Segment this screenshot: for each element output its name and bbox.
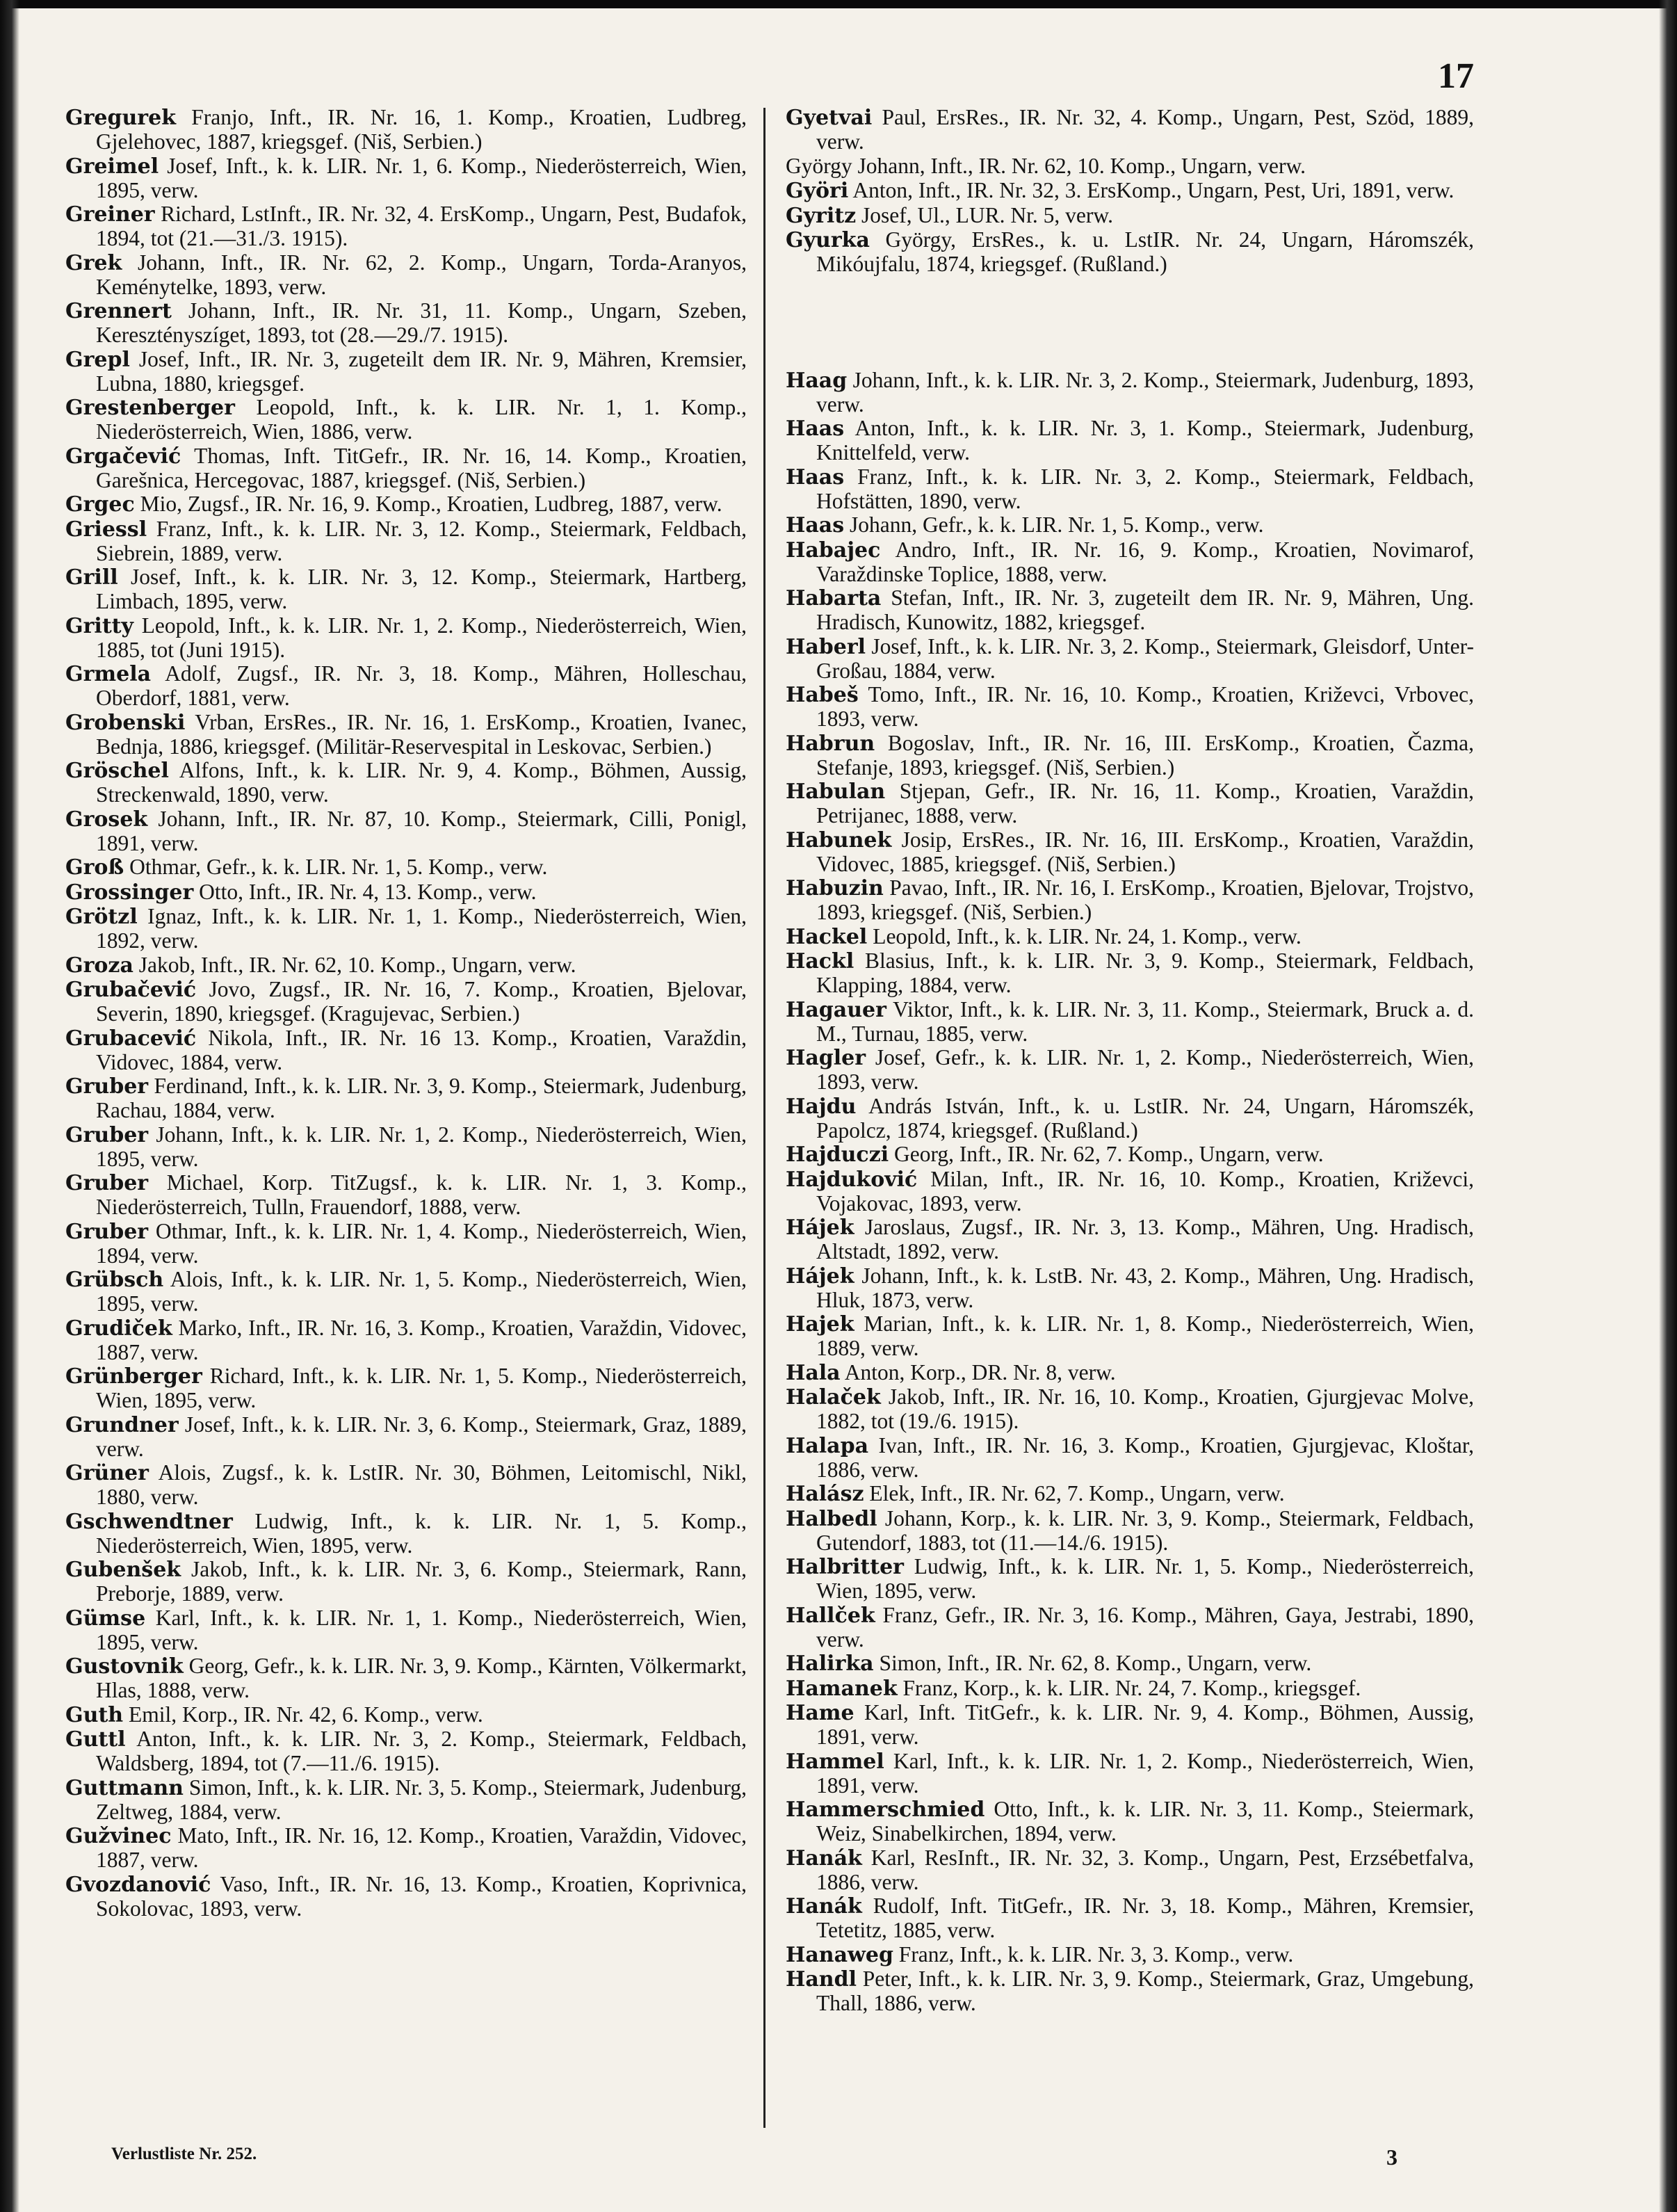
entry-surname: Gümse xyxy=(65,1606,146,1631)
entry-details: Josef, Inft., IR. Nr. 3, zugeteilt dem IR. Nr. 9, Mähren, Kremsier, Lubna, 1880, kriegsgef. xyxy=(96,346,747,396)
list-entry xyxy=(65,251,747,299)
entry-details: Josip, ErsRes., IR. Nr. 16, III. ErsKomp., Kroatien, Varaždin, Vidovec, 1885, kriegsgef. (Niš, Serbien.) xyxy=(816,827,1474,876)
list-entry xyxy=(65,1026,747,1074)
entry-surname: Hallček xyxy=(786,1603,875,1628)
entry-details: Johann, Inft., IR. Nr. 31, 11. Komp., Ungarn, Szeben, Keresztényszíget, 1893, tot (28.—29./7. 1915). xyxy=(96,298,747,347)
entry-surname: Hajduczi xyxy=(786,1143,889,1167)
entry-details: Richard, LstInft., IR. Nr. 32, 4. ErsKomp., Ungarn, Pest, Budafok, 1894, tot (21.—31./3. 1915). xyxy=(96,202,747,250)
page-number: 17 xyxy=(1438,56,1474,96)
entry-surname: Gruber xyxy=(65,1122,149,1147)
entry-surname: Gyetvai xyxy=(786,106,873,130)
entry-details: Vrban, ErsRes., IR. Nr. 16, 1. ErsKomp., Kroatien, Ivanec, Bednja, 1886, kriegsgef. (Militär-Reservespital in Leskovac, Serbien.) xyxy=(96,709,747,759)
entry-surname: Grubacević xyxy=(65,1026,197,1051)
entry-details: Jaroslaus, Zugsf., IR. Nr. 3, 13. Komp., Mähren, Ung. Hradisch, Altstadt, 1892, verw. xyxy=(816,1215,1474,1264)
entry-details: Blasius, Inft., k. k. LIR. Nr. 3, 9. Komp., Steiermark, Feldbach, Klapping, 1884, verw. xyxy=(816,948,1474,997)
entry-details: Ferdinand, Inft., k. k. LIR. Nr. 3, 9. Komp., Steiermark, Judenburg, Rachau, 1884, verw. xyxy=(96,1074,747,1122)
list-entry xyxy=(786,1701,1474,1749)
list-entry xyxy=(65,1171,747,1219)
entry-details: Viktor, Inft., k. k. LIR. Nr. 3, 11. Komp., Steiermark, Bruck a. d. M., Turnau, 1885, verw. xyxy=(816,996,1474,1046)
left-column xyxy=(65,106,747,1921)
list-entry xyxy=(65,1703,747,1727)
entry-surname: Hanák xyxy=(786,1894,862,1919)
list-entry xyxy=(786,683,1474,731)
entry-details: Ignaz, Inft., k. k. LIR. Nr. 1, 1. Komp., Niederösterreich, Wien, 1892, verw. xyxy=(96,904,747,953)
entry-surname: Gröschel xyxy=(65,759,169,783)
entry-details: Josef, Inft., k. k. LIR. Nr. 1, 6. Komp., Niederösterreich, Wien, 1895, verw. xyxy=(96,153,747,202)
entry-surname: Hagler xyxy=(786,1046,866,1070)
list-entry xyxy=(65,1727,747,1775)
list-entry xyxy=(786,1798,1474,1846)
list-entry xyxy=(65,492,747,517)
entry-surname: Gustovnik xyxy=(65,1654,184,1679)
entry-surname: Hame xyxy=(786,1701,854,1725)
entry-details: György Johann, Inft., IR. Nr. 62, 10. Komp., Ungarn, verw. xyxy=(786,153,1306,178)
entry-details: Anton, Inft., k. k. LIR. Nr. 3, 1. Komp., Steiermark, Judenburg, Knittelfeld, verw. xyxy=(816,416,1474,465)
list-entry xyxy=(65,1606,747,1654)
entry-details: Jovo, Zugsf., IR. Nr. 16, 7. Komp., Kroatien, Bjelovar, Severin, 1890, kriegsgef. (Kragujevac, Serbien.) xyxy=(96,977,747,1026)
entry-details: Othmar, Gefr., k. k. LIR. Nr. 1, 5. Komp., verw. xyxy=(124,855,548,879)
entry-surname: Grek xyxy=(65,250,122,275)
list-entry xyxy=(786,1046,1474,1094)
list-entry xyxy=(786,1894,1474,1942)
list-entry xyxy=(65,1776,747,1824)
entry-details: Stefan, Inft., IR. Nr. 3, zugeteilt dem IR. Nr. 9, Mähren, Ung. Hradisch, Kunowitz, 1882, kriegsgef. xyxy=(816,586,1474,634)
list-entry xyxy=(786,732,1474,780)
entry-surname: Grötzl xyxy=(65,905,138,929)
list-entry xyxy=(65,517,747,565)
entry-details: Anton, Inft., IR. Nr. 32, 3. ErsKomp., Ungarn, Pest, Uri, 1891, verw. xyxy=(848,178,1455,202)
entry-surname: Grmela xyxy=(65,662,152,686)
entry-surname: Hackl xyxy=(786,949,854,974)
list-entry xyxy=(786,1264,1474,1312)
right-column-h-entries xyxy=(786,369,1474,2016)
list-entry xyxy=(786,1216,1474,1264)
right-column xyxy=(786,106,1474,2016)
list-entry xyxy=(65,1220,747,1268)
entry-surname: Hanaweg xyxy=(786,1942,893,1967)
entry-details: Mio, Zugsf., IR. Nr. 16, 9. Komp., Kroatien, Ludbreg, 1887, verw. xyxy=(134,492,722,516)
entry-details: Josef, Inft., k. k. LIR. Nr. 3, 12. Komp., Steiermark, Hartberg, Limbach, 1895, verw. xyxy=(96,565,747,613)
entry-details: Leopold, Inft., k. k. LIR. Nr. 24, 1. Komp., verw. xyxy=(867,923,1302,948)
entry-surname: Habuzin xyxy=(786,876,884,901)
entry-details: Andro, Inft., IR. Nr. 16, 9. Komp., Kroatien, Novimarof, Varaždinske Toplice, 1888, verw. xyxy=(816,537,1474,586)
list-entry xyxy=(786,1385,1474,1433)
entry-details: Alfons, Inft., k. k. LIR. Nr. 9, 4. Komp., Böhmen, Aussig, Streckenwald, 1890, verw. xyxy=(96,758,747,807)
entry-surname: Gregurek xyxy=(65,106,176,130)
entry-surname: Grennert xyxy=(65,299,172,323)
entry-details: Karl, Inft., k. k. LIR. Nr. 1, 2. Komp., Niederösterreich, Wien, 1891, verw. xyxy=(816,1748,1474,1798)
entry-surname: Grübsch xyxy=(65,1268,164,1292)
entry-details: Johann, Inft., IR. Nr. 87, 10. Komp., Steiermark, Cilli, Ponigl, 1891, verw. xyxy=(96,806,747,855)
footer-sheet-number: 3 xyxy=(1386,2145,1398,2170)
entry-details: Alois, Inft., k. k. LIR. Nr. 1, 5. Komp., Niederösterreich, Wien, 1895, verw. xyxy=(96,1267,747,1316)
entry-surname: Habunek xyxy=(786,828,892,853)
entry-details: Josef, Gefr., k. k. LIR. Nr. 1, 2. Komp., Niederösterreich, Wien, 1893, verw. xyxy=(816,1045,1474,1094)
entry-surname: Grill xyxy=(65,565,118,590)
list-entry xyxy=(65,1123,747,1171)
list-entry xyxy=(65,154,747,202)
list-entry xyxy=(65,1510,747,1558)
entry-details: Tomo, Inft., IR. Nr. 16, 10. Komp., Kroatien, Križevci, Vrbovec, 1893, verw. xyxy=(816,682,1474,731)
entry-surname: Grüner xyxy=(65,1461,149,1485)
list-entry xyxy=(65,614,747,662)
list-entry xyxy=(786,1361,1474,1385)
entry-surname: Hájek xyxy=(786,1216,854,1240)
entry-details: Franz, Inft., k. k. LIR. Nr. 3, 2. Komp., Steiermark, Feldbach, Hofstätten, 1890, verw. xyxy=(816,464,1474,513)
entry-surname: Gruber xyxy=(65,1171,149,1195)
list-entry xyxy=(786,1604,1474,1652)
entry-details: Jakob, Inft., k. k. LIR. Nr. 3, 6. Komp., Steiermark, Rann, Preborje, 1889, verw. xyxy=(96,1557,747,1606)
entry-surname: Gubenšek xyxy=(65,1558,181,1582)
list-entry xyxy=(786,1677,1474,1701)
entry-details: Georg, Gefr., k. k. LIR. Nr. 3, 9. Komp., Kärnten, Völkermarkt, Hlas, 1888, verw. xyxy=(96,1654,747,1702)
entry-details: Marko, Inft., IR. Nr. 16, 3. Komp., Kroatien, Varaždin, Vidovec, 1887, verw. xyxy=(96,1315,747,1364)
list-entry xyxy=(65,299,747,347)
entry-details: Alois, Zugsf., k. k. LstIR. Nr. 30, Böhmen, Leitomischl, Nikl, 1880, verw. xyxy=(96,1460,747,1509)
footer-list-number: Verlustliste Nr. 252. xyxy=(111,2145,257,2163)
entry-surname: Gyritz xyxy=(786,203,857,228)
entry-surname: Grünberger xyxy=(65,1364,202,1389)
entry-details: Ludwig, Inft., k. k. LIR. Nr. 1, 5. Komp., Niederösterreich, Wien, 1895, verw. xyxy=(816,1554,1474,1603)
list-entry xyxy=(786,1943,1474,1967)
entry-surname: Haberl xyxy=(786,634,866,659)
list-entry xyxy=(786,228,1474,276)
entry-details: Simon, Inft., k. k. LIR. Nr. 3, 5. Komp., Steiermark, Judenburg, Zeltweg, 1884, verw. xyxy=(96,1775,747,1824)
entry-details: Franz, Gefr., IR. Nr. 3, 16. Komp., Mähren, Gaya, Jestrabi, 1890, verw. xyxy=(816,1602,1474,1652)
list-entry xyxy=(786,1312,1474,1360)
list-entry xyxy=(65,565,747,613)
entry-surname: Grosek xyxy=(65,807,148,832)
list-entry xyxy=(786,179,1474,203)
entry-surname: Halbedl xyxy=(786,1506,877,1531)
scan-edge-right xyxy=(1659,0,1677,2212)
list-entry xyxy=(65,1873,747,1921)
entry-surname: Haas xyxy=(786,465,845,490)
list-entry xyxy=(786,538,1474,586)
entry-details: Karl, Inft., k. k. LIR. Nr. 1, 1. Komp., Niederösterreich, Wien, 1895, verw. xyxy=(96,1605,747,1654)
list-entry xyxy=(65,1824,747,1872)
list-entry xyxy=(65,978,747,1026)
list-entry xyxy=(786,925,1474,949)
entry-details: Johann, Inft., IR. Nr. 62, 2. Komp., Ungarn, Torda-Aranyos, Keménytelke, 1893, verw. xyxy=(96,250,747,299)
list-entry xyxy=(65,1558,747,1606)
list-entry xyxy=(786,1434,1474,1482)
list-entry xyxy=(786,828,1474,876)
entry-surname: Gruber xyxy=(65,1074,149,1099)
entry-surname: Griessl xyxy=(65,517,147,542)
entry-details: Franz, Inft., k. k. LIR. Nr. 3, 3. Komp., verw. xyxy=(893,1941,1294,1967)
list-entry xyxy=(786,1750,1474,1798)
entry-surname: Haag xyxy=(786,368,848,393)
scan-edge-left xyxy=(0,0,19,2212)
list-entry xyxy=(65,905,747,953)
list-entry xyxy=(65,807,747,855)
entry-details: Johann, Inft., k. k. LIR. Nr. 1, 2. Komp., Niederösterreich, Wien, 1895, verw. xyxy=(96,1122,747,1171)
list-entry xyxy=(65,396,747,444)
entry-surname: Gužvinec xyxy=(65,1824,172,1848)
entry-surname: Gyurka xyxy=(786,228,870,252)
list-entry xyxy=(786,1482,1474,1506)
list-entry xyxy=(65,1461,747,1509)
list-entry xyxy=(65,202,747,250)
entry-surname: Handl xyxy=(786,1967,857,1992)
entry-surname: Hajdu xyxy=(786,1094,857,1119)
entry-details: Leopold, Inft., k. k. LIR. Nr. 1, 2. Komp., Niederösterreich, Wien, 1885, tot (Juni 1915). xyxy=(96,613,747,662)
entry-surname: Guth xyxy=(65,1702,124,1727)
entry-details: Jakob, Inft., IR. Nr. 62, 10. Komp., Ungarn, verw. xyxy=(133,952,576,977)
entry-surname: Grudiček xyxy=(65,1316,172,1341)
right-column-g-entries xyxy=(786,106,1474,276)
entry-details: Adolf, Zugsf., IR. Nr. 3, 18. Komp., Mähren, Holleschau, Oberdorf, 1881, verw. xyxy=(96,661,747,710)
entry-surname: Gvozdanović xyxy=(65,1872,211,1897)
entry-details: Richard, Inft., k. k. LIR. Nr. 1, 5. Komp., Niederösterreich, Wien, 1895, verw. xyxy=(96,1364,747,1412)
list-entry xyxy=(65,1654,747,1702)
entry-surname: Greimel xyxy=(65,154,159,179)
entry-surname: Györi xyxy=(786,179,849,203)
entry-details: Bogoslav, Inft., IR. Nr. 16, III. ErsKomp., Kroatien, Čazma, Stefanje, 1893, kriegsgef. (Niš, Serbien.) xyxy=(816,730,1474,780)
entry-surname: Hackel xyxy=(786,924,868,949)
entry-details: Franz, Inft., k. k. LIR. Nr. 3, 12. Komp., Steiermark, Feldbach, Siebrein, 1889, verw. xyxy=(96,516,747,565)
entry-details: Rudolf, Inft. TitGefr., IR. Nr. 3, 18. Komp., Mähren, Kremsier, Tetetitz, 1885, verw. xyxy=(816,1894,1474,1942)
entry-details: Johann, Inft., k. k. LstB. Nr. 43, 2. Komp., Mähren, Ung. Hradisch, Hluk, 1873, verw. xyxy=(816,1263,1474,1312)
entry-surname: Groza xyxy=(65,953,133,978)
entry-surname: Guttl xyxy=(65,1727,126,1752)
list-entry xyxy=(65,953,747,978)
list-entry xyxy=(786,1846,1474,1894)
entry-surname: Gschwendtner xyxy=(65,1509,233,1534)
entry-details: Franz, Korp., k. k. LIR. Nr. 24, 7. Komp., kriegsgef. xyxy=(897,1675,1361,1700)
list-entry xyxy=(65,444,747,492)
entry-surname: Grepl xyxy=(65,347,130,372)
entry-details: Emil, Korp., IR. Nr. 42, 6. Komp., verw. xyxy=(123,1702,483,1727)
list-entry xyxy=(65,1413,747,1461)
entry-surname: Grubačević xyxy=(65,978,197,1002)
entry-details: Josef, Inft., k. k. LIR. Nr. 3, 2. Komp., Steiermark, Gleisdorf, Unter-Großau, 1884, verw. xyxy=(816,633,1474,683)
entry-details: Otto, Inft., k. k. LIR. Nr. 3, 11. Komp., Steiermark, Weiz, Sinabelkirchen, 1894, verw. xyxy=(816,1797,1474,1846)
entry-surname: Hanák xyxy=(786,1846,862,1871)
entry-surname: Grundner xyxy=(65,1412,179,1437)
entry-details: Milan, Inft., IR. Nr. 16, 10. Komp., Kroatien, Križevci, Vojakovac, 1893, verw. xyxy=(816,1166,1474,1216)
list-entry xyxy=(786,465,1474,513)
entry-details: Mato, Inft., IR. Nr. 16, 12. Komp., Kroatien, Varaždin, Vidovec, 1887, verw. xyxy=(96,1823,747,1872)
entry-surname: Halaček xyxy=(786,1385,881,1410)
entry-surname: Habrun xyxy=(786,731,875,756)
list-entry xyxy=(65,759,747,807)
entry-details: Stjepan, Gefr., IR. Nr. 16, 11. Komp., Kroatien, Varaždin, Petrijanec, 1888, verw. xyxy=(816,779,1474,828)
entry-details: Georg, Inft., IR. Nr. 62, 7. Komp., Ungarn, verw. xyxy=(889,1142,1324,1166)
entry-surname: Grossinger xyxy=(65,880,194,905)
entry-surname: Hajek xyxy=(786,1312,854,1337)
entry-surname: Gruber xyxy=(65,1219,149,1244)
entry-surname: Grobenski xyxy=(65,710,186,735)
entry-details: Johann, Inft., k. k. LIR. Nr. 3, 2. Komp., Steiermark, Judenburg, 1893, verw. xyxy=(816,367,1474,417)
entry-surname: Guttmann xyxy=(65,1775,184,1800)
list-entry xyxy=(786,586,1474,634)
entry-surname: Hamanek xyxy=(786,1676,898,1701)
entry-surname: Grgačević xyxy=(65,444,181,469)
list-entry xyxy=(786,998,1474,1046)
list-entry xyxy=(786,876,1474,924)
entry-surname: Habulan xyxy=(786,780,886,804)
entry-details: Jakob, Inft., IR. Nr. 16, 10. Komp., Kroatien, Gjurgjevac Molve, 1882, tot (19./6. 1915). xyxy=(816,1384,1474,1433)
entry-details: Vaso, Inft., IR. Nr. 16, 13. Komp., Kroatien, Koprivnica, Sokolovac, 1893, verw. xyxy=(96,1871,747,1921)
entry-details: Elek, Inft., IR. Nr. 62, 7. Komp., Ungarn, verw. xyxy=(864,1481,1285,1505)
entry-details: Pavao, Inft., IR. Nr. 16, I. ErsKomp., Kroatien, Bjelovar, Trojstvo, 1893, kriegsgef. (Niš, Serbien.) xyxy=(816,875,1474,924)
entry-surname: Halirka xyxy=(786,1652,874,1676)
list-entry xyxy=(65,1316,747,1364)
entry-surname: Habeš xyxy=(786,683,859,707)
entry-surname: Habajec xyxy=(786,538,881,563)
entry-details: Anton, Korp., DR. Nr. 8, verw. xyxy=(840,1359,1116,1384)
list-entry xyxy=(65,348,747,396)
list-entry xyxy=(65,1074,747,1122)
entry-details: Johann, Gefr., k. k. LIR. Nr. 1, 5. Komp., verw. xyxy=(844,512,1264,537)
list-entry xyxy=(786,369,1474,417)
entry-details: Simon, Inft., IR. Nr. 62, 8. Komp., Ungarn, verw. xyxy=(873,1651,1312,1675)
entry-details: Peter, Inft., k. k. LIR. Nr. 3, 9. Komp., Steiermark, Graz, Umgebung, Thall, 1886, verw. xyxy=(816,1967,1474,2015)
entry-details: Franjo, Inft., IR. Nr. 16, 1. Komp., Kroatien, Ludbreg, Gjelehovec, 1887, kriegsgef. (Niš, Serbien.) xyxy=(96,105,747,154)
entry-details: Karl, ResInft., IR. Nr. 32, 3. Komp., Ungarn, Pest, Erzsébetfalva, 1886, verw. xyxy=(816,1845,1474,1894)
entry-details: Josef, Ul., LUR. Nr. 5, verw. xyxy=(856,202,1113,227)
entry-details: Marian, Inft., k. k. LIR. Nr. 1, 8. Komp., Niederösterreich, Wien, 1889, verw. xyxy=(816,1311,1474,1360)
list-entry xyxy=(786,780,1474,828)
section-gap xyxy=(786,277,1474,369)
entry-surname: Hájek xyxy=(786,1264,854,1289)
list-entry xyxy=(65,711,747,759)
list-entry xyxy=(65,855,747,880)
scan-edge-top xyxy=(0,0,1677,8)
list-entry xyxy=(786,1095,1474,1143)
column-divider xyxy=(763,108,765,2128)
entry-surname: Grgec xyxy=(65,492,135,517)
list-entry xyxy=(786,154,1474,179)
entry-details: Anton, Inft., k. k. LIR. Nr. 3, 2. Komp., Steiermark, Feldbach, Waldsberg, 1894, tot (7.—11./6. 1915). xyxy=(96,1727,747,1775)
entry-details: Paul, ErsRes., IR. Nr. 32, 4. Komp., Ungarn, Pest, Szöd, 1889, verw. xyxy=(816,105,1474,154)
entry-surname: Halbritter xyxy=(786,1555,904,1579)
entry-details: Johann, Korp., k. k. LIR. Nr. 3, 9. Komp., Steiermark, Feldbach, Gutendorf, 1883, tot (11.—14./6. 1915). xyxy=(816,1505,1474,1555)
list-entry xyxy=(786,635,1474,683)
list-entry xyxy=(65,1268,747,1316)
entry-details: Ludwig, Inft., k. k. LIR. Nr. 1, 5. Komp., Niederösterreich, Wien, 1895, verw. xyxy=(96,1508,747,1558)
list-entry xyxy=(786,513,1474,538)
entry-surname: Greiner xyxy=(65,202,155,227)
entry-details: Leopold, Inft., k. k. LIR. Nr. 1, 1. Komp., Niederösterreich, Wien, 1886, verw. xyxy=(96,395,747,444)
entry-surname: Hala xyxy=(786,1360,841,1385)
list-entry xyxy=(786,949,1474,997)
entry-surname: Halapa xyxy=(786,1433,869,1458)
list-entry xyxy=(65,880,747,905)
entry-details: György, ErsRes., k. u. LstIR. Nr. 24, Ungarn, Háromszék, Mikóujfalu, 1874, kriegsgef. (Rußland.) xyxy=(816,227,1474,276)
entry-surname: Habarta xyxy=(786,586,882,611)
entry-surname: Hagauer xyxy=(786,997,886,1022)
list-entry xyxy=(786,204,1474,228)
entry-details: Michael, Korp. TitZugsf., k. k. LIR. Nr. 1, 3. Komp., Niederösterreich, Tulln, Frauendorf, 1888, verw. xyxy=(96,1170,747,1219)
entry-details: Thomas, Inft. TitGefr., IR. Nr. 16, 14. Komp., Kroatien, Garešnica, Hercegovac, 1887, kriegsgef. (Niš, Serbien.) xyxy=(96,443,747,492)
list-entry xyxy=(786,1168,1474,1216)
list-entry xyxy=(786,1143,1474,1167)
entry-details: András István, Inft., k. u. LstIR. Nr. 24, Ungarn, Háromszék, Papolcz, 1874, kriegsgef. (Rußland.) xyxy=(816,1093,1474,1143)
entry-surname: Gritty xyxy=(65,613,133,638)
entry-surname: Hajduković xyxy=(786,1167,918,1192)
list-entry xyxy=(786,1555,1474,1603)
entry-details: Ivan, Inft., IR. Nr. 16, 3. Komp., Kroatien, Gjurgjevac, Kloštar, 1886, verw. xyxy=(816,1432,1474,1482)
entry-details: Otto, Inft., IR. Nr. 4, 13. Komp., verw. xyxy=(193,879,537,904)
list-entry xyxy=(65,662,747,710)
list-entry xyxy=(786,417,1474,465)
entry-surname: Halász xyxy=(786,1482,864,1506)
entry-surname: Groß xyxy=(65,855,124,880)
entry-surname: Haas xyxy=(786,417,845,441)
entry-details: Nikola, Inft., IR. Nr. 16 13. Komp., Kroatien, Varaždin, Vidovec, 1884, verw. xyxy=(96,1025,747,1074)
entry-details: Karl, Inft. TitGefr., k. k. LIR. Nr. 9, 4. Komp., Böhmen, Aussig, 1891, verw. xyxy=(816,1700,1474,1749)
entry-surname: Hammel xyxy=(786,1749,884,1774)
list-entry xyxy=(786,1652,1474,1676)
entry-surname: Haas xyxy=(786,513,845,538)
list-entry xyxy=(786,106,1474,154)
entry-details: Josef, Inft., k. k. LIR. Nr. 3, 6. Komp., Steiermark, Graz, 1889, verw. xyxy=(96,1412,747,1461)
entry-surname: Grestenberger xyxy=(65,396,235,420)
entry-surname: Hammerschmied xyxy=(786,1798,985,1822)
list-entry xyxy=(786,1507,1474,1555)
list-entry xyxy=(786,1967,1474,2015)
list-entry xyxy=(65,1364,747,1412)
entry-details: Othmar, Inft., k. k. LIR. Nr. 1, 4. Komp., Niederösterreich, Wien, 1894, verw. xyxy=(96,1218,747,1268)
list-entry xyxy=(65,106,747,154)
